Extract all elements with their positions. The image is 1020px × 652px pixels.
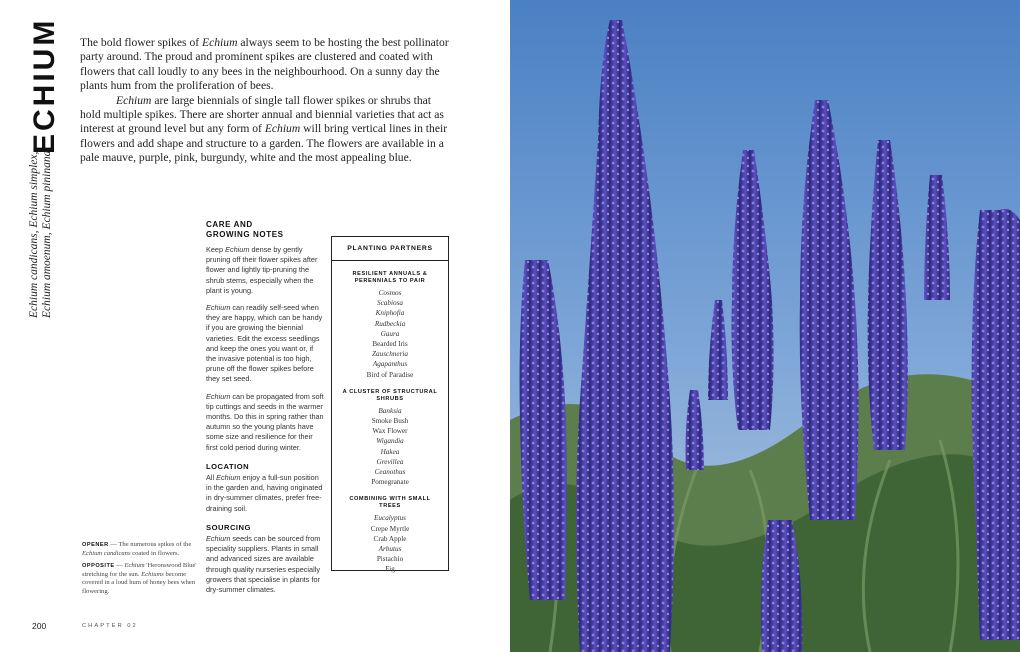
location-heading: LOCATION xyxy=(206,461,250,471)
list-item: Wigandia xyxy=(376,437,404,446)
list-item: Gaura xyxy=(380,329,400,338)
partners-group-heading: RESILIENT ANNUALS & PERENNIALS TO PAIR xyxy=(352,271,428,284)
list-item: Arbutus xyxy=(378,545,402,554)
page-number: 200 xyxy=(32,621,47,631)
intro-text xyxy=(80,36,450,166)
list-item: Pomegranate xyxy=(371,478,409,487)
list-item: Crab Apple xyxy=(373,534,407,543)
care-paragraph-2: Echium can readily self-seed when they are happy, which can be handy if you are growing the biennial varieties. Edit the excess seedlings and keep the ones you want or, if the invasive potential is too high, prune off the flower spikes before they set seed. xyxy=(206,303,323,384)
partners-list xyxy=(332,513,448,574)
echium-flower-spikes-image xyxy=(510,0,1020,652)
partners-list xyxy=(332,406,448,488)
partners-group-heading: COMBINING WITH SMALL TREES xyxy=(349,496,431,510)
list-item: Zauschneria xyxy=(372,350,408,359)
care-paragraph-3: Echium can be propagated from soft tip cuttings and seeds in the warmer months. Do this in spring rather than autumn so the young plants have some size and resilience for their first cold period during winter. xyxy=(206,391,324,452)
list-item: Smoke Bush xyxy=(371,417,409,426)
intro-paragraph-1: The bold flower spikes of Echium always seem to be hosting the best pollinator party around. The proud and prominent spikes are clustered and coated with flowers that call loudly to any bees in the neighbourhood. On a sunny day the plants hum from the proliferation of bees. xyxy=(80,36,449,93)
latin-name-line-2: Echium amoenum, Echium pininana xyxy=(41,150,53,318)
echium-photo xyxy=(510,0,1020,652)
list-item: Scabiosa xyxy=(377,299,403,308)
list-item: Eucalyptus xyxy=(374,514,406,523)
list-item: Bearded Iris xyxy=(372,340,408,349)
planting-partners-title: PLANTING PARTNERS xyxy=(332,245,448,261)
sourcing-heading: SOURCING xyxy=(206,522,251,532)
list-item: Cosmos xyxy=(378,289,402,297)
care-notes xyxy=(206,220,324,595)
intro-paragraph-2: Echium are large biennials of single tall flower spikes or shrubs that hold multiple spikes. There are shorter annual and biennial varieties that act as interest at ground level but any form of Echium will bring vertical lines in their flowers and add shape and structure to a garden. The flowers are available in a pale mauve, purple, pink, burgundy, white and the most appealing blue. xyxy=(80,93,448,165)
list-item: Wax Flower xyxy=(372,427,408,436)
sourcing-text: Echium seeds can be sourced from speciality suppliers. Plants in small and advanced sizes are available through quality nurseries especially growers that specialise in plants for dry-summer climates. xyxy=(206,534,321,595)
list-item: Bird of Paradise xyxy=(366,370,414,379)
list-item: Fig xyxy=(385,565,395,574)
location-text: All Echium enjoy a full-sun position in the garden and, having originated in dry-summer climates, prefer free-draining soil. xyxy=(206,473,323,513)
list-item: Banksia xyxy=(378,406,402,415)
partners-list xyxy=(332,288,448,380)
list-item: Hakea xyxy=(380,447,400,456)
partners-group-heading: A CLUSTER OF STRUCTURAL SHRUBS xyxy=(342,388,438,402)
care-paragraph-1: Keep Echium dense by gently pruning off their flower spikes after flower and lightly tip-pruning the shrub stems, especially when the plant is young. xyxy=(206,245,318,295)
photo-captions xyxy=(82,541,198,597)
list-item: Rudbeckia xyxy=(374,319,406,328)
list-item: Grevillea xyxy=(376,457,404,466)
latin-names xyxy=(28,150,62,322)
latin-name-line-1: Echium candicans, Echium simplex, xyxy=(28,151,40,318)
list-item: Crepe Myrtle xyxy=(370,524,410,533)
caption-opener: OPENER — The numerous spikes of the Echium candicans coated in flowers. xyxy=(82,541,192,557)
caption-opposite: OPPOSITE — Echium 'Heronswood Blue' stretching for the sun. Echiums become covered in a loud hum of honey bees when flowering. xyxy=(82,562,197,595)
title-text: ECHIUM xyxy=(28,17,61,154)
page-title xyxy=(26,17,61,156)
list-item: Kniphofia xyxy=(375,309,405,318)
chapter-label: CHAPTER 02 xyxy=(82,623,138,629)
list-item: Ceanothus xyxy=(374,468,406,477)
care-heading: CARE AND GROWING NOTES xyxy=(206,220,284,239)
list-item: Agapanthus xyxy=(372,360,408,369)
list-item: Pistachio xyxy=(376,555,404,564)
planting-partners-box xyxy=(331,236,449,574)
